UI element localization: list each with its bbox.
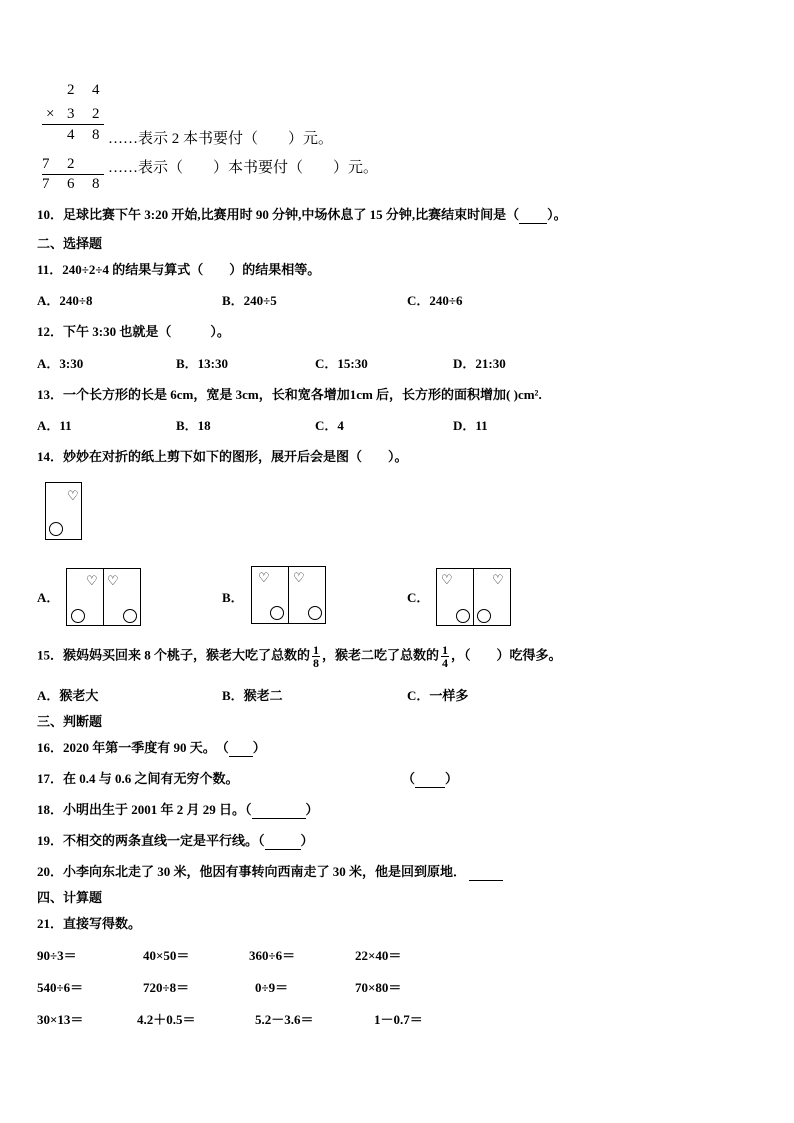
circle-icon [270,606,284,620]
calc-item: 40×50＝ [143,948,190,963]
question-10 [37,207,567,224]
calc-item: 0÷9＝ [255,980,289,995]
calc-digit: 4 [67,127,75,143]
option[interactable]: A． [37,590,60,605]
heart-icon: ♡ [258,571,270,586]
answer-blank[interactable] [469,864,503,881]
question-14: 14．妙妙在对折的纸上剪下如下的图形，展开后会是图（ ）。 [37,449,408,464]
calc-digit: 2 [67,82,75,98]
option[interactable]: B．18 [176,418,211,433]
heart-icon: ♡ [107,574,119,589]
calc-item: 70×80＝ [355,980,402,995]
calc-rule [42,124,104,125]
calc-digit: 4 [92,82,100,98]
question-21: 21．直接写得数。 [37,916,142,931]
option[interactable]: B． [222,590,244,605]
circle-icon [123,609,137,623]
figure-option-c[interactable] [436,568,511,626]
question-text: 10．足球比赛下午 3:20 开始,比赛用时 90 分钟,中场休息了 15 分钟,比赛结束时间是（ [37,207,520,222]
answer-blank[interactable] [252,802,306,819]
option[interactable]: A．猴老大 [37,688,99,703]
calc-note: ……表示（ ）本书要付（ ）元。 [108,160,379,176]
question-text: 19．不相交的两条直线一定是平行线。（ [37,833,265,848]
calc-item: 540÷6＝ [37,980,84,995]
fold-line [103,569,104,625]
calc-digit: 7 [42,156,50,172]
calc-digit: 2 [92,106,100,122]
calc-item: 90÷3＝ [37,948,77,963]
figure-option-a[interactable] [66,568,141,626]
option[interactable]: C． [407,590,430,605]
question-15 [37,644,562,669]
option[interactable]: A．240÷8 [37,293,93,308]
calc-digit: 8 [92,176,100,192]
fraction [312,644,320,669]
circle-icon [308,606,322,620]
option[interactable]: B．13:30 [176,356,229,371]
heart-icon: ♡ [86,574,98,589]
calc-item: 5.2－3.6＝ [255,1012,314,1027]
question-12: 12．下午 3:30 也就是（ ）。 [37,324,230,339]
calc-digit: 7 [42,176,50,192]
option[interactable]: C．4 [315,418,344,433]
section-heading: 二、选择题 [37,236,103,251]
question-18 [37,802,319,819]
answer-blank[interactable] [265,833,301,850]
section-heading: 四、计算题 [37,890,103,905]
circle-icon [71,609,85,623]
option[interactable]: B．240÷5 [222,293,277,308]
question-text: 18．小明出生于 2001 年 2 月 29 日。（ [37,802,252,817]
calc-item: 4.2＋0.5＝ [137,1012,196,1027]
calc-item: 360÷6＝ [249,948,296,963]
figure-option-b[interactable] [251,566,326,624]
heart-icon: ♡ [67,489,79,504]
question-text: ，（ ）吃得多。 [451,647,562,663]
option[interactable]: C．一样多 [407,688,469,703]
denominator: 8 [313,656,320,670]
calc-item: 720÷8＝ [143,980,190,995]
calc-item: 30×13＝ [37,1012,84,1027]
circle-icon [477,609,491,623]
question-11: 11．240÷2÷4 的结果与算式（ ）的结果相等。 [37,262,321,277]
question-text: ） [445,771,459,786]
option[interactable]: D．21:30 [453,356,506,371]
numerator: 1 [442,643,449,657]
question-16 [37,740,266,757]
multiply-sign: × [46,106,55,122]
question-17: 17．在 0.4 与 0.6 之间有无穷个数。 [37,771,239,786]
heart-icon: ♡ [492,573,504,588]
question-text: ） [252,740,266,755]
heart-icon: ♡ [441,573,453,588]
answer-blank[interactable] [519,207,547,224]
question-20 [37,864,503,881]
option[interactable]: B．猴老二 [222,688,283,703]
calc-digit: 8 [92,127,100,143]
calc-note: ……表示 2 本书要付（ ）元。 [108,131,334,147]
option[interactable]: A．3:30 [37,356,84,371]
fold-line [473,569,474,625]
question-text: ）。 [547,207,567,222]
question-19 [37,833,314,850]
calc-item: 22×40＝ [355,948,402,963]
question-13: 13．一个长方形的长是 6cm，宽是 3cm，长和宽各增加1cm 后，长方形的面积增加( )cm². [37,387,542,402]
denominator: 4 [442,656,449,670]
calc-digit: 2 [67,156,75,172]
answer-blank[interactable] [229,740,253,757]
fold-line [288,567,289,623]
question-text: ，猴老二吃了总数的 [322,647,440,663]
question-text: （ [402,771,416,786]
option[interactable]: A．11 [37,418,72,433]
option[interactable]: D．11 [453,418,488,433]
answer-blank[interactable] [415,771,445,788]
folded-paper-figure [45,482,82,540]
question-text: ） [300,833,314,848]
option[interactable]: C．240÷6 [407,293,463,308]
circle-icon [456,609,470,623]
question-text: ） [305,802,319,817]
answer-paren [402,771,458,788]
calc-rule [42,174,104,175]
circle-icon [49,522,63,536]
fraction [441,644,449,669]
calc-digit: 6 [67,176,75,192]
section-heading: 三、判断题 [37,714,103,729]
calc-digit: 3 [67,106,75,122]
numerator: 1 [313,643,320,657]
question-text: 15．猴妈妈买回来 8 个桃子，猴老大吃了总数的 [37,647,311,663]
calc-item: 1－0.7＝ [374,1012,423,1027]
question-text: 20．小李向东北走了 30 米，他因有事转向西南走了 30 米，他是回到原地． [37,864,467,879]
option[interactable]: C．15:30 [315,356,368,371]
question-text: 16．2020 年第一季度有 90 天。 （ [37,740,229,755]
heart-icon: ♡ [293,571,305,586]
